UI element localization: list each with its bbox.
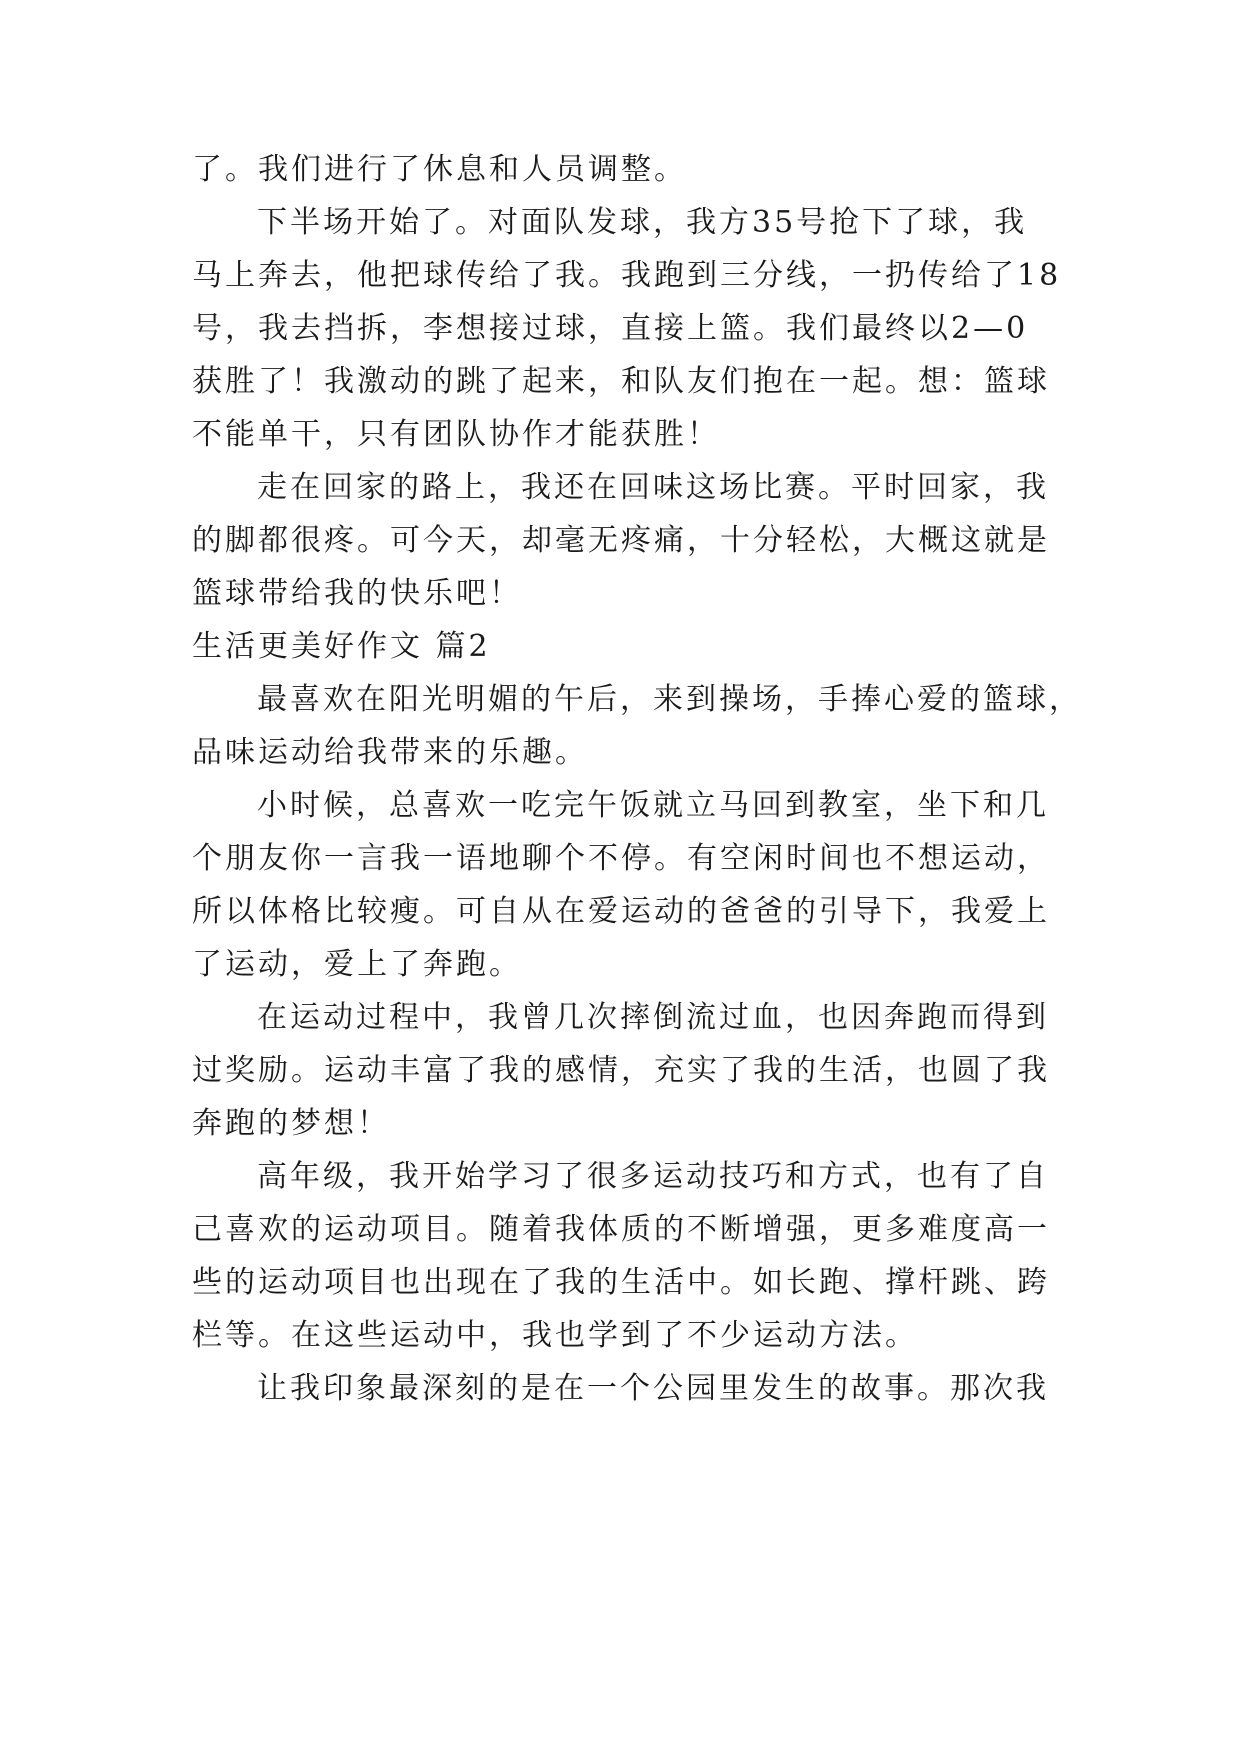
text-line: 己喜欢的运动项目。随着我体质的不断增强，更多难度高一 <box>192 1212 1050 1247</box>
text-line: 了。我们进行了休息和人员调整。 <box>192 152 687 187</box>
text-line: 奔跑的梦想！ <box>192 1106 390 1141</box>
text-line: 个朋友你一言我一语地聊个不停。有空闲时间也不想运动， <box>192 841 1050 876</box>
text-line: 不能单干，只有团队协作才能获胜！ <box>192 417 720 452</box>
section-heading: 生活更美好作文 篇2 <box>192 629 491 664</box>
text-line: 获胜了！我激动的跳了起来，和队友们抱在一起。想：篮球 <box>192 364 1050 399</box>
text-line: 品味运动给我带来的乐趣。 <box>192 735 588 770</box>
text-line: 号，我去挡拆，李想接过球，直接上篮。我们最终以2—0 <box>192 311 1029 346</box>
text-line: 所以体格比较瘦。可自从在爱运动的爸爸的引导下，我爱上 <box>192 894 1050 929</box>
paragraph-start-line: 小时候，总喜欢一吃完午饭就立马回到教室，坐下和几 <box>257 788 1049 823</box>
paragraph-start-line: 走在回家的路上，我还在回味这场比赛。平时回家，我 <box>257 470 1049 505</box>
text-line: 了运动，爱上了奔跑。 <box>192 947 522 982</box>
text-line: 马上奔去，他把球传给了我。我跑到三分线，一扔传给了18 <box>192 258 1062 293</box>
paragraph-start-line: 下半场开始了。对面队发球，我方35号抢下了球，我 <box>257 205 1028 240</box>
paragraph-start-line: 最喜欢在阳光明媚的午后，来到操场，手捧心爱的篮球， <box>257 682 1082 717</box>
paragraph-start-line: 高年级，我开始学习了很多运动技巧和方式，也有了自 <box>257 1159 1049 1194</box>
text-line: 栏等。在这些运动中，我也学到了不少运动方法。 <box>192 1318 918 1353</box>
text-line: 篮球带给我的快乐吧！ <box>192 576 522 611</box>
paragraph-start-line: 让我印象最深刻的是在一个公园里发生的故事。那次我 <box>257 1371 1049 1406</box>
text-line: 些的运动项目也出现在了我的生活中。如长跑、撑杆跳、跨 <box>192 1265 1050 1300</box>
paragraph-start-line: 在运动过程中，我曾几次摔倒流过血，也因奔跑而得到 <box>257 1000 1049 1035</box>
text-line: 的脚都很疼。可今天，却毫无疼痛，十分轻松，大概这就是 <box>192 523 1050 558</box>
text-line: 过奖励。运动丰富了我的感情，充实了我的生活，也圆了我 <box>192 1053 1050 1088</box>
